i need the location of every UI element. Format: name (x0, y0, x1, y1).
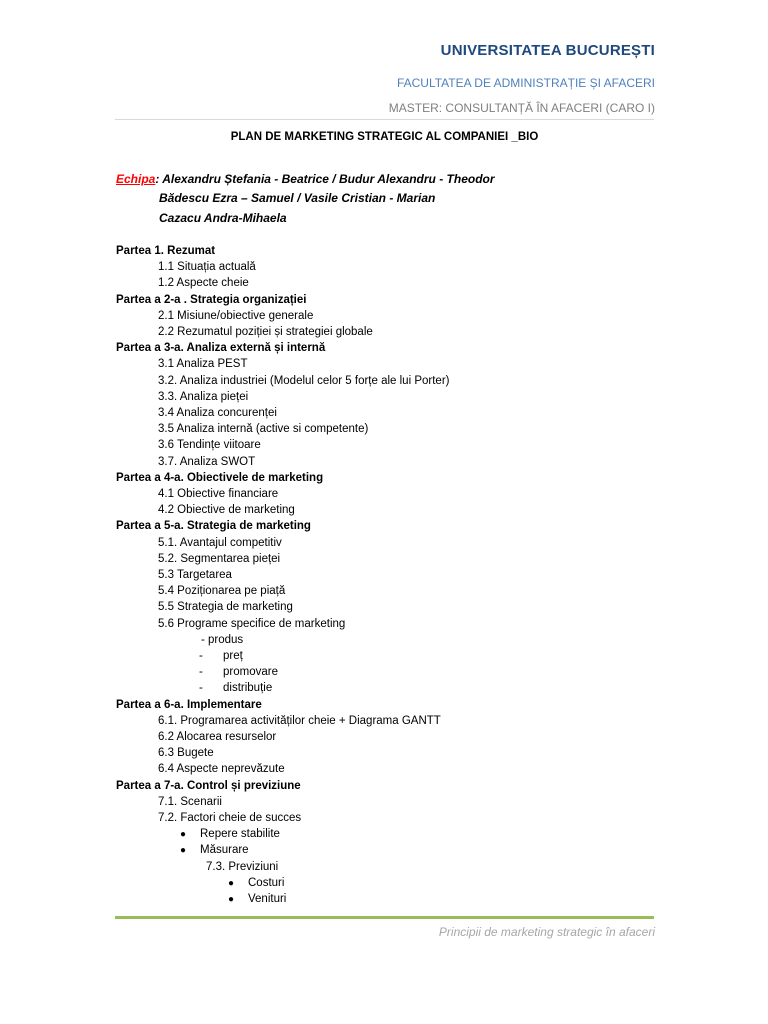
toc-bullet-item: Măsurare (200, 844, 249, 856)
toc-dash-item: preț (223, 650, 243, 662)
toc-bullet-item: Repere stabilite (200, 828, 280, 840)
toc-dash-item: distribuție (223, 682, 273, 694)
toc-bullet-item: Venituri (248, 893, 287, 905)
toc-section-item: 3.5 Analiza internă (active si competente) (158, 423, 369, 435)
toc-part-heading: Partea 1. Rezumat (116, 245, 216, 257)
toc-part-heading: Partea a 5-a. Strategia de marketing (116, 520, 311, 532)
toc-section-item: 4.1 Obiective financiare (158, 488, 279, 500)
toc-section-item: 5.5 Strategia de marketing (158, 601, 293, 613)
team-label: Echipa (116, 172, 156, 186)
team-members-2: Bădescu Ezra – Samuel / Vasile Cristian - Marian (159, 191, 436, 205)
footer-divider (115, 916, 654, 919)
toc-dash-marker: - (199, 666, 203, 678)
toc-section-item: 3.7. Analiza SWOT (158, 456, 256, 468)
team-members-1: Alexandru Ștefania - Beatrice / Budur Alexandru - Theodor (162, 172, 495, 186)
toc-section-item: 5.2. Segmentarea pieței (158, 553, 281, 565)
toc-section-item: 5.1. Avantajul competitiv (158, 537, 282, 549)
toc-dash-item: promovare (223, 666, 278, 678)
toc-section-item: 3.4 Analiza concurenței (158, 407, 277, 419)
toc-dash-marker: - (199, 682, 203, 694)
toc-section-item: 3.2. Analiza industriei (Modelul celor 5 forțe ale lui Porter) (158, 375, 450, 387)
toc-section-item: 6.1. Programarea activităților cheie + Diagrama GANTT (158, 715, 441, 727)
document-title: PLAN DE MARKETING STRATEGIC AL COMPANIEI _BIO (230, 131, 539, 143)
toc-section-item: 1.1 Situația actuală (158, 261, 256, 273)
toc-part-heading: Partea a 2-a . Strategia organizației (116, 294, 307, 306)
faculty-name: FACULTATEA DE ADMINISTRAȚIE ȘI AFACERI (396, 76, 655, 90)
toc-section-item: 5.6 Programe specifice de marketing (158, 618, 346, 630)
footer-text: Principii de marketing strategic în afaceri (438, 925, 655, 939)
toc-section-item: 4.2 Obiective de marketing (158, 504, 295, 516)
toc-section-item: 5.4 Poziționarea pe piață (158, 585, 286, 597)
toc-section-item: 3.6 Tendințe viitoare (158, 439, 261, 451)
toc-part-heading: Partea a 3-a. Analiza externă și internă (116, 342, 326, 354)
toc-dash-marker: - (199, 650, 203, 662)
toc-section-item: 2.1 Misiune/obiective generale (158, 310, 314, 322)
toc-part-heading: Partea a 4-a. Obiectivele de marketing (116, 472, 324, 484)
toc-bullet-marker: ● (228, 894, 235, 905)
toc-section-item: 3.1 Analiza PEST (158, 358, 248, 370)
team-separator: : (155, 172, 160, 186)
toc-section-item: 7.3. Previziuni (206, 861, 279, 873)
master-program: MASTER: CONSULTANȚĂ ÎN AFACERI (CARO I) (388, 101, 655, 115)
toc-bullet-item: Costuri (248, 877, 285, 889)
university-name: UNIVERSITATEA BUCUREȘTI (440, 42, 655, 59)
toc-part-heading: Partea a 6-a. Implementare (116, 699, 262, 711)
toc-section-item: 3.3. Analiza pieței (158, 391, 249, 403)
toc-section-item: 6.4 Aspecte neprevăzute (158, 763, 285, 775)
header-divider (115, 119, 654, 120)
toc-bullet-marker: ● (228, 878, 235, 889)
team-line-2 (159, 191, 435, 205)
team-line-1 (116, 172, 495, 186)
team-line-3 (159, 211, 287, 225)
toc-bullet-marker: ● (180, 845, 187, 856)
toc-section-item: 6.3 Bugete (158, 747, 214, 759)
toc-section-item: 6.2 Alocarea resurselor (158, 731, 277, 743)
toc-bullet-marker: ● (180, 829, 187, 840)
toc-dash-item: - produs (201, 634, 244, 646)
toc-section-item: 7.1. Scenarii (158, 796, 222, 808)
toc-section-item: 5.3 Targetarea (158, 569, 232, 581)
toc-section-item: 2.2 Rezumatul poziției și strategiei globale (158, 326, 373, 338)
toc-part-heading: Partea a 7-a. Control și previziune (116, 780, 301, 792)
toc-section-item: 7.2. Factori cheie de succes (158, 812, 302, 824)
toc-section-item: 1.2 Aspecte cheie (158, 277, 249, 289)
team-members-3: Cazacu Andra-Mihaela (159, 211, 287, 225)
